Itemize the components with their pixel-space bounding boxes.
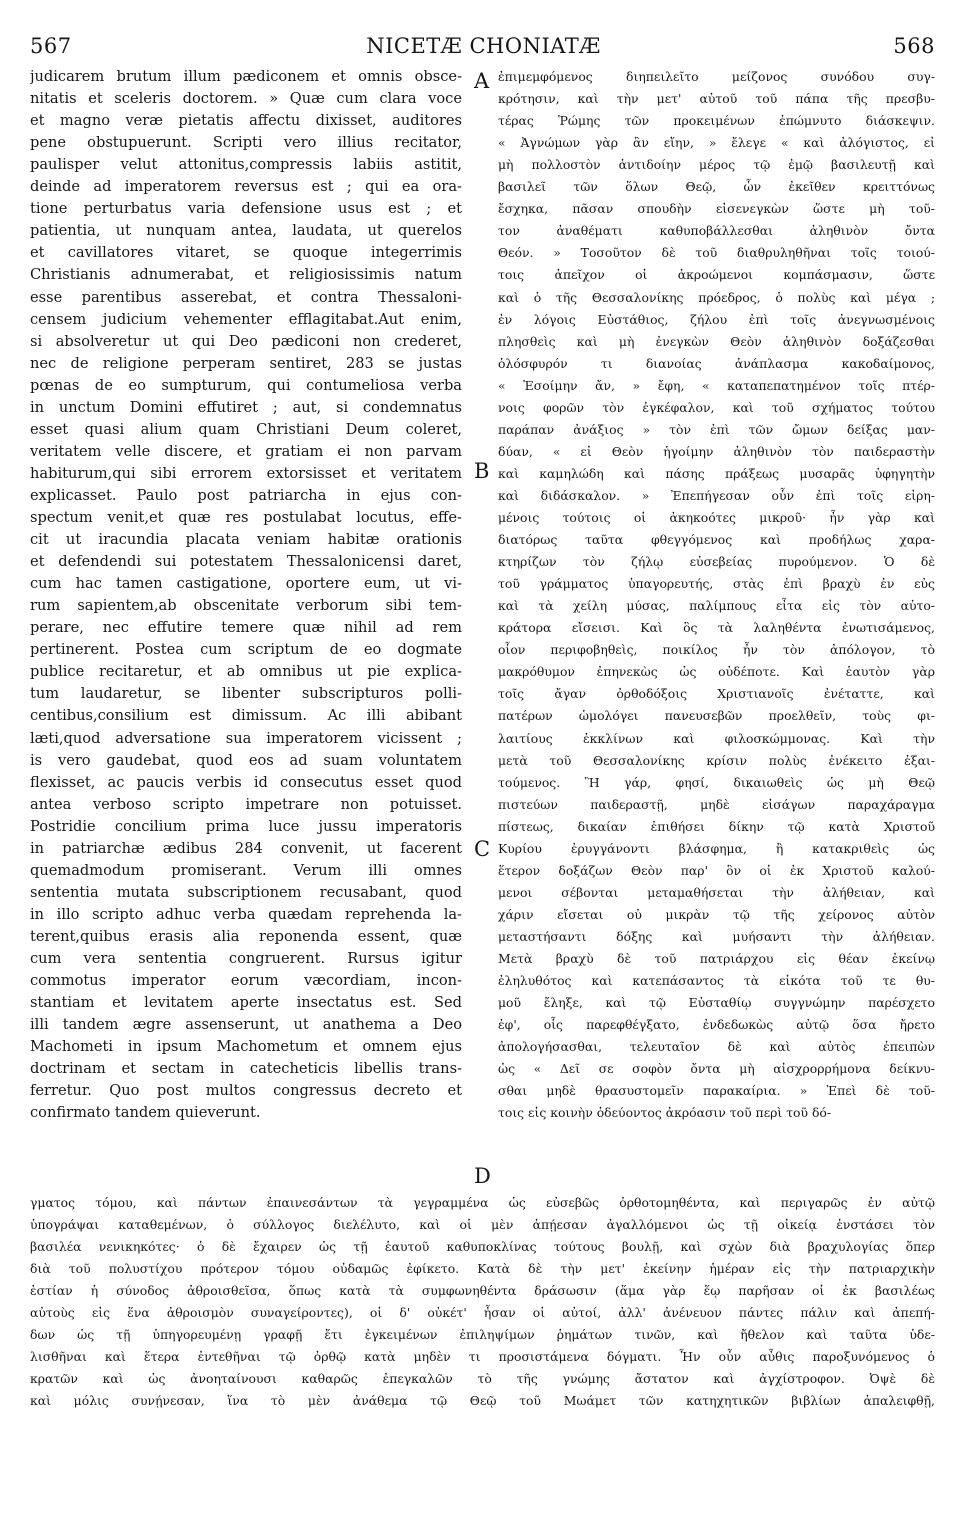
text-line: ὡς « Δεῖ σε σοφὸν ὄντα μὴ αἰσχρορρήμονα δείκνυ- bbox=[498, 1061, 935, 1077]
text-line: λισθῆναι καὶ ἕτερα ἐντεθῆναι τῷ ὀρθῷ κατὰ μηδὲν τι προσιστάμενα δόγματι. Ἦν οὖν αὖθις παροξυνόμενος ὁ bbox=[30, 1349, 935, 1365]
text-line: ὁλόσφυρόν τι διανοίας ἀνάπλασμα κακοδαίμονος, bbox=[498, 355, 935, 371]
text-line: cum vera sententia congruerent. Rursus igitur bbox=[30, 950, 462, 967]
text-line: quemadmodum promiserant. Verum illi omnes bbox=[30, 861, 462, 879]
text-line: βασιλέα νενικηκότες· ὁ δὲ ἔχαιρεν ὡς τῇ ἑαυτοῦ καθυποκλίνας τούτους βουλῇ, καὶ σχὼν διὰ βραχυλογίας ὅπερ bbox=[30, 1239, 935, 1255]
text-line: μένοις τούτοις οἱ ἀκηκοότες μικροῦ· ἦν γὰρ καὶ bbox=[498, 510, 935, 525]
text-line: sententia mutata subscriptionem recusabant, quod bbox=[30, 883, 462, 901]
text-line: καὶ μόλις συνῄνεσαν, ἵνα τὸ μὲν ἀνάθεμα τῷ Θεῷ τοῦ Μωάμετ τῶν κατηχητικῶν βιβλίων ἀπαλειφθῇ, bbox=[30, 1393, 935, 1409]
text-line: τον ἀναθέματι καθυποβάλλεσθαι ἀληθινὸν ὄντα bbox=[498, 223, 935, 239]
text-line: τοῦ γράμματος ὑπαγορευτής, στὰς ἐπὶ βραχὺ ἐν εὐς bbox=[498, 576, 935, 592]
text-line: patientia, ut nunquam antea, laudata, ut querelos bbox=[30, 222, 462, 240]
text-line: centibus,consilium est dimissum. Ac illi abibant bbox=[30, 707, 462, 725]
text-line: Μετὰ βραχὺ δὲ τοῦ πατριάρχου εἰς θέαν ἐκείνῳ bbox=[498, 951, 935, 966]
text-line: nec de religione perperam sentiret, 283 se justas bbox=[30, 354, 462, 372]
text-line: habiturum,qui sibi errorem extorsisset et veritatem bbox=[30, 464, 462, 482]
text-line: ferretur. Quo post multos congressus decreto et bbox=[30, 1082, 462, 1100]
text-line: τοῖς ἄγαν ὀρθοδόξοις Χριστιανοῖς ἐνέταττε, καὶ bbox=[498, 686, 935, 702]
text-line: χάριν εἴσεται οὐ μικρὰν τῷ τῆς χείρονος αὐτὸν bbox=[498, 906, 935, 922]
text-line: Postridie concilium prima luce jussu imperatoris bbox=[30, 817, 462, 835]
text-line: ὑπογράψαι καταθεμένων, ὁ σύλλογος διελέλυτο, καὶ οἱ μὲν ἀπῄεσαν ἀγαλλόμενοι ὡς τῇ οἰκείᾳ ἐνστάσει τὸν bbox=[30, 1217, 935, 1233]
section-marker-a: A bbox=[474, 69, 490, 93]
text-line: pene obstupuerunt. Scripti vero illius recitator, bbox=[30, 134, 462, 152]
text-line: et magno veræ pietatis affectu dixisset, auditores bbox=[30, 112, 462, 130]
text-line: τέρας Ῥώμης τῶν προκειμένων ἐπώμνυτο διάσκεψιν. bbox=[498, 113, 935, 129]
text-line: οἷον περιφοβηθεὶς, ποικίλος ἦν τὸν ἀπόλογον, τὸ bbox=[498, 642, 935, 658]
text-line: Christianis adnumerabat, et religiosissimis natum bbox=[30, 266, 462, 284]
text-line: et defendendi sui potestatem Thessalonicensi daret, bbox=[30, 553, 462, 571]
text-line: ἐφ', οἷς παρεφθέγξατο, ἐνδεδωκὼς αὐτῷ ὅσα ἤρετο bbox=[498, 1017, 935, 1033]
text-line: τοις ἀπεῖχον οἱ ἀκροώμενοι κομπάσμασιν, ὥστε bbox=[498, 267, 935, 283]
text-line: judicarem brutum illum pædiconem et omnis obsce- bbox=[30, 68, 462, 85]
running-title: NICETÆ CHONIATÆ bbox=[366, 34, 601, 58]
text-line: esset quasi alium quam Christiani Deum coleret, bbox=[30, 420, 462, 438]
text-line: ἐληλυθότος καὶ κατεπάσαντος τὰ εἰκότα τοῦ τε θυ- bbox=[498, 973, 935, 989]
text-line: læti,quod adversatione sua imperatorem vicissent ; bbox=[30, 729, 462, 747]
text-line: illi tandem ægre assenserunt, ut anathema a Deo bbox=[30, 1016, 462, 1034]
text-line: διὰ τοῦ πολυστίχου πρότερον τόμου οὐδαμῶς ἐφίκετο. Κατὰ δὲ τὴν μετ' ἐκείνην ἡμέραν εἰς τὴν πατριαρχικὴν bbox=[30, 1261, 935, 1277]
text-line: ἀπολογήσασθαι, τελευταῖον δὲ καὶ αὐτὸς ἐπειπὼν bbox=[498, 1039, 935, 1055]
text-line: γματος τόμου, καὶ πάντων ἐπαινεσάντων τὰ γεγραμμένα ὡς εὐσεβῶς ὀρθοτομηθέντα, καὶ περιγαρῶς ἐν αὐτῷ bbox=[30, 1195, 935, 1210]
text-line: πατέρων ὡμολόγει πανευσεβῶν προελθεῖν, τοὺς φι- bbox=[498, 708, 935, 724]
text-line: « Ἐσοίμην ἄν, » ἔφη, « καταπεπατημένον τοῖς πτέρ- bbox=[498, 377, 935, 393]
text-line: τούμενος. Ἢ γάρ, φησί, δικαιωθεὶς ὡς μὴ Θεῷ bbox=[498, 774, 935, 790]
text-line: doctrinam et sectam in catecheticis libellis trans- bbox=[30, 1060, 462, 1078]
text-line: δων ὡς τῇ ὑπηγορευμένῃ γραφῇ ἔτι ἐγκειμένων ἐπιληψίμων ῥημάτων τινῶν, καὶ ἤθελον καὶ ταῦτα ὑδε- bbox=[30, 1327, 935, 1343]
text-line: λαιτίους ἐκκλίνων καὶ φιλοσκώμμονας. Καὶ τὴν bbox=[498, 730, 935, 746]
text-line: confirmato tandem quieverunt. bbox=[30, 1104, 261, 1122]
text-line: perare, nec effutire temere quæ nihil ad rem bbox=[30, 619, 462, 637]
text-line: μεταστήσαντι δόξης καὶ μυήσαντι τὴν ἀλήθειαν. bbox=[498, 928, 935, 944]
text-line: πιστεύων παιδεραστῇ, μηδὲ εἰσάγων παραχάραγμα bbox=[498, 796, 935, 812]
text-line: rum sapientem,ab obscenitate verborum sibi tem- bbox=[30, 597, 462, 615]
text-line: in patriarchæ ædibus 284 convenit, ut facerent bbox=[30, 839, 462, 857]
text-line: ἑστίαν ἡ σύνοδος ἀθροισθεῖσα, ὅπως κατὰ τὰ συμφωνηθέντα δράσωσιν (ἅμα γὰρ ἕῳ παρῆσαν οἱ ἐκ βασιλέως bbox=[30, 1283, 935, 1299]
text-line: paulisper velut attonitus,compressis labiis astitit, bbox=[30, 156, 462, 174]
text-line: ἐπιμεμφόμενος διηπειλεῖτο μείζονος συνόδου συγ- bbox=[498, 69, 935, 84]
text-line: παράπαν ἀνάξιος » τὸν ἐπὶ τῶν ὤμων δείξας μαν- bbox=[498, 421, 935, 437]
text-line: spectum venit,et quæ res postulabat locutus, effe- bbox=[30, 509, 462, 526]
text-line: « Ἀγνώμων γὰρ ἂν εἴην, » ἔλεγε « καὶ ἀλόγιστος, εἰ bbox=[498, 135, 935, 151]
text-line: σθαι μηδὲ θρασυστομεῖν παρακαίρια. » Ἐπεὶ δὲ τοῦ- bbox=[498, 1083, 935, 1099]
text-line: in illo scripto adhuc verba quædam reprehenda la- bbox=[30, 905, 462, 923]
text-line: κτηρίζων τὸν ζήλῳ εὐσεβείας πυρούμενον. Ὁ δὲ bbox=[498, 554, 935, 570]
text-line: αὐτοὺς εἰς ἕνα ἀθροισμὸν συναγείροντες), οἱ δ' οὐκέτ' ἦσαν οἱ αὐτοί, ἀλλ' ἀνένευον πάντες πάλιν καὶ ἀπεπή- bbox=[30, 1305, 935, 1321]
text-line: tione perturbatus varia defensione usus est ; et bbox=[30, 200, 462, 218]
text-line: Θεόν. » Τοσοῦτον δὲ τοῦ διαθρυληθῆναι τοῖς τοιού- bbox=[498, 245, 935, 261]
text-line: censem judicium vehementer efflagitabat.Aut enim, bbox=[30, 310, 462, 328]
text-line: explicasset. Paulo post patriarcha in ejus con- bbox=[30, 486, 462, 504]
text-line: Κυρίου ἐρυγγάνοντι βλάσφημα, ἢ κατακριθεὶς ὡς bbox=[498, 840, 935, 856]
section-marker-c: C bbox=[474, 837, 491, 861]
text-line: in unctum Domini effutiret ; aut, si condemnatus bbox=[30, 398, 462, 416]
text-line: πλησθεὶς καὶ μὴ ἐνεγκὼν Θεὸν ἀληθινὸν δοξάζεσθαι bbox=[498, 333, 935, 349]
text-line: κρότησιν, καὶ τὴν μετ' αὐτοῦ τοῦ πάπα τῆς πρεσβυ- bbox=[498, 91, 935, 107]
text-line: μενοι σέβονται μεταμαθήσεται τὴν ἀλήθειαν, καὶ bbox=[498, 884, 935, 900]
text-line: διατόρως ταῦτα φθεγγόμενος καὶ προδήλως χαρα- bbox=[498, 532, 935, 548]
text-line: et cavillatores vitaret, se quoque integerrimis bbox=[30, 244, 462, 262]
text-line: stantiam et levitatem aperte insectatus est. Sed bbox=[30, 994, 462, 1012]
text-line: καὶ ὁ τῆς Θεσσαλονίκης πρόεδρος, ὁ πολὺς καὶ μέγα ; bbox=[498, 289, 935, 305]
text-line: pertinerent. Postea cum scriptum de eo dogmate bbox=[30, 641, 462, 659]
text-line: νοις φορῶν τὸν ἐγκέφαλον, καὶ τοῦ σχήματος τούτου bbox=[498, 399, 935, 415]
section-marker-d: D bbox=[474, 1164, 491, 1188]
text-line: is vero gaudebat, quod eos ad suam voluntatem bbox=[30, 751, 462, 769]
text-line: κράτορα εἴσεισι. Καὶ ὃς τὰ λαληθέντα ἐνωτισάμενος, bbox=[498, 620, 935, 636]
text-line: μακρόθυμον ἐπηνεκὼς ὡς οὐδέποτε. Καὶ ἑαυτὸν γὰρ bbox=[498, 664, 935, 680]
text-line: publice recitaretur, et ab omnibus ut pie explica- bbox=[30, 663, 462, 681]
text-line: si absolveretur ut qui Deo pædiconi non crederet, bbox=[30, 332, 462, 350]
text-line: antea verboso scripto impetrare non potuisset. bbox=[30, 795, 462, 813]
text-line: ἕτερον δοξάζων Θεὸν παρ' ὃν οἱ ἐκ Χριστοῦ καλού- bbox=[498, 862, 935, 878]
text-line: κρατῶν καὶ ὡς ἀνοηταίνουσι καθαρῶς ἐπεγκαλῶν τὸ τῆς γνώμης ἄστατον καὶ ἀγχίστροφον. Ὀψὲ δὲ bbox=[30, 1371, 935, 1387]
text-line: ἐν λόγοις Εὐστάθιος, ζήλου ἐπὶ τοῖς ἀνεγνωσμένοις bbox=[498, 311, 935, 327]
text-line: deinde ad imperatorem reversus est ; qui ea ora- bbox=[30, 178, 462, 196]
text-line: μοῦ ἔληξε, καὶ τῷ Εὐσταθίῳ συγγνώμην παρέσχετο bbox=[498, 995, 935, 1011]
left-page-number: 567 bbox=[30, 34, 72, 58]
text-line: pœnas de eo sumpturum, qui contumeliosa verba bbox=[30, 376, 462, 394]
text-line: τοις εἰς κοινὴν ὁδεύοντος ἀκρόασιν τοῦ περὶ τοῦ δό- bbox=[498, 1105, 832, 1121]
section-marker-b: B bbox=[474, 459, 490, 483]
text-line: πίστεως, δικαίαν ἐπιθήσει δίκην τῷ κατὰ Χριστοῦ bbox=[498, 818, 935, 834]
text-line: veritatem velle discere, et gratiam ei non parvam bbox=[30, 442, 462, 460]
text-line: terent,quibus erasis alia reponenda essent, quæ bbox=[30, 927, 462, 945]
text-line: flexisset, ac paucis verbis id consecutus esset quod bbox=[30, 773, 462, 791]
text-line: commotus imperator eorum væcordiam, incon- bbox=[30, 972, 462, 990]
text-line: δύαν, « εἰ Θεὸν ἡγοίμην ἀληθινὸν τὸν παιδεραστὴν bbox=[498, 443, 935, 459]
text-line: ἔσχηκα, πᾶσαν σπουδὴν εἰσενεγκὼν ὥστε μὴ τοῦ- bbox=[498, 201, 935, 217]
text-line: καὶ διδάσκαλον. » Ἐπεπήγεσαν οὖν ἐπὶ τοῖς εἰρη- bbox=[498, 487, 935, 503]
text-line: nitatis et sceleris doctorem. » Quæ cum clara voce bbox=[30, 90, 462, 108]
text-line: βασιλεῖ τῶν ὅλων Θεῷ, ὧν ἐκεῖθεν κρειττόνως bbox=[498, 179, 935, 195]
text-line: Machometi in ipsum Machometum et omnem ejus bbox=[30, 1038, 462, 1056]
text-line: καὶ καμηλώδη καὶ πάσης πράξεως μυσαρᾶς ὑφηγητὴν bbox=[498, 465, 935, 481]
text-line: μὴ πολλοστὸν ἀντιδοίην μέρος τῷ ἐμῷ βασιλευτῇ καὶ bbox=[498, 157, 935, 173]
text-line: esse parentibus asserebat, et contra Thessaloni- bbox=[30, 288, 462, 306]
right-page-number: 568 bbox=[893, 34, 935, 58]
text-line: cum hac tamen castigatione, oportere eum, ut vi- bbox=[30, 575, 462, 593]
text-line: καὶ τὰ χείλη μύσας, παλίμπους εἶτα εἰς τὸν αὐτο- bbox=[498, 598, 935, 614]
text-line: tum laudaretur, se libenter subscripturos polli- bbox=[30, 685, 462, 703]
text-line: μετὰ τοῦ Θεσσαλονίκης κρίσιν πολὺς ἐνέκειτο ἐξαι- bbox=[498, 752, 935, 768]
text-line: cit ut iracundia placata veniam habitæ orationis bbox=[30, 531, 462, 549]
